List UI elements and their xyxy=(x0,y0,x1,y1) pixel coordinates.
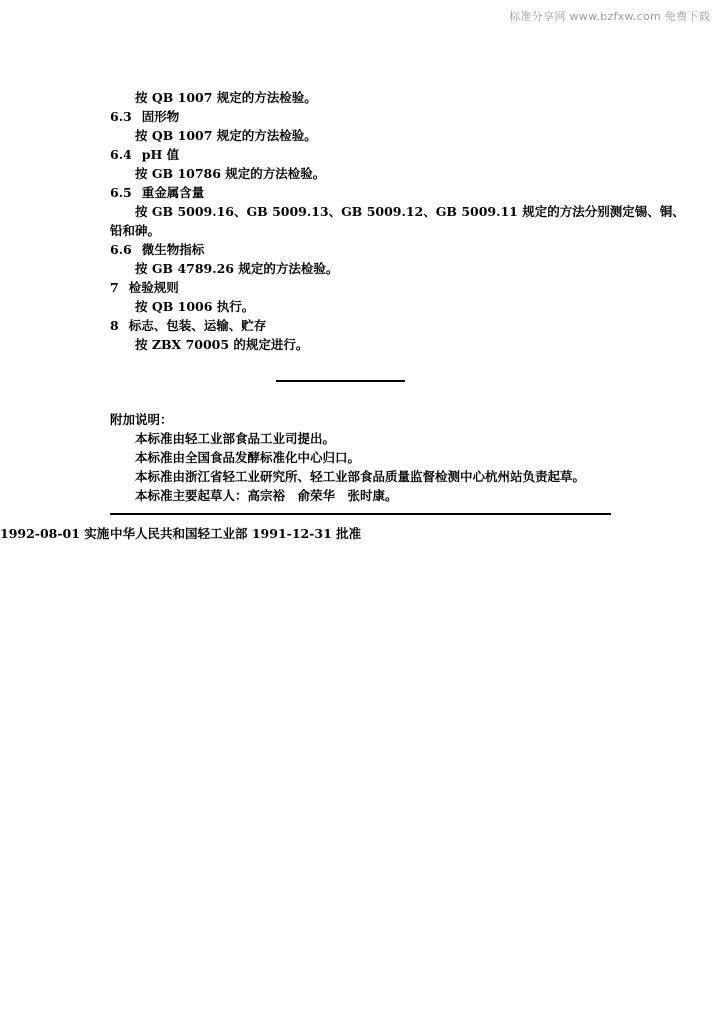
notes-line: 本标准由浙江省轻工业研究所、轻工业部食品质量监督检测中心杭州站负责起草。 xyxy=(135,469,586,484)
section-heading-6-5 xyxy=(110,185,204,201)
section-heading-6-3 xyxy=(110,109,179,125)
body-line: 按 GB 10786 规定的方法检验。 xyxy=(135,166,326,181)
section-number: 6.4 xyxy=(110,147,132,162)
body-line: 铅和砷。 xyxy=(110,223,161,238)
section-number: 6.3 xyxy=(110,109,132,124)
notes-heading: 附加说明： xyxy=(110,412,173,427)
section-title: 微生物指标 xyxy=(141,242,205,257)
section-number: 6.6 xyxy=(110,242,132,257)
section-number: 6.5 xyxy=(110,185,132,200)
footer-implementation: 1992-08-01 实施 xyxy=(0,526,110,541)
section-heading-7 xyxy=(110,280,179,296)
section-number: 8 xyxy=(110,318,119,333)
notes-line: 本标准由全国食品发酵标准化中心归口。 xyxy=(135,450,361,465)
body-line: 按 QB 1007 规定的方法检验。 xyxy=(135,128,317,143)
body-line: 按 QB 1006 执行。 xyxy=(135,299,255,314)
section-title: 重金属含量 xyxy=(141,185,205,200)
section-title: 检验规则 xyxy=(128,280,179,295)
section-title: pH 值 xyxy=(141,147,180,162)
section-title: 标志、包装、运输、贮存 xyxy=(128,318,267,333)
body-line: 按 ZBX 70005 的规定进行。 xyxy=(135,337,309,352)
notes-line: 本标准主要起草人：高宗裕 俞荣华 张时康。 xyxy=(135,488,398,503)
notes-line: 本标准由轻工业部食品工业司提出。 xyxy=(135,431,336,446)
body-line: 按 GB 5009.16、GB 5009.13、GB 5009.12、GB 5009.11 规定的方法分别测定锡、铜、 xyxy=(135,204,685,219)
section-number: 7 xyxy=(110,280,119,295)
body-line: 按 QB 1007 规定的方法检验。 xyxy=(135,90,317,105)
section-heading-6-6 xyxy=(110,242,204,258)
section-heading-8 xyxy=(110,318,266,334)
section-title: 固形物 xyxy=(141,109,180,124)
end-divider xyxy=(276,380,405,382)
body-line: 按 GB 4789.26 规定的方法检验。 xyxy=(135,261,339,276)
footer-approval: 中华人民共和国轻工业部 1991-12-31 批准 xyxy=(110,526,362,541)
section-heading-6-4 xyxy=(110,147,179,163)
watermark-text: 标准分享网 www.bzfxw.com 免费下载 xyxy=(509,10,710,23)
footer-divider xyxy=(110,513,611,515)
